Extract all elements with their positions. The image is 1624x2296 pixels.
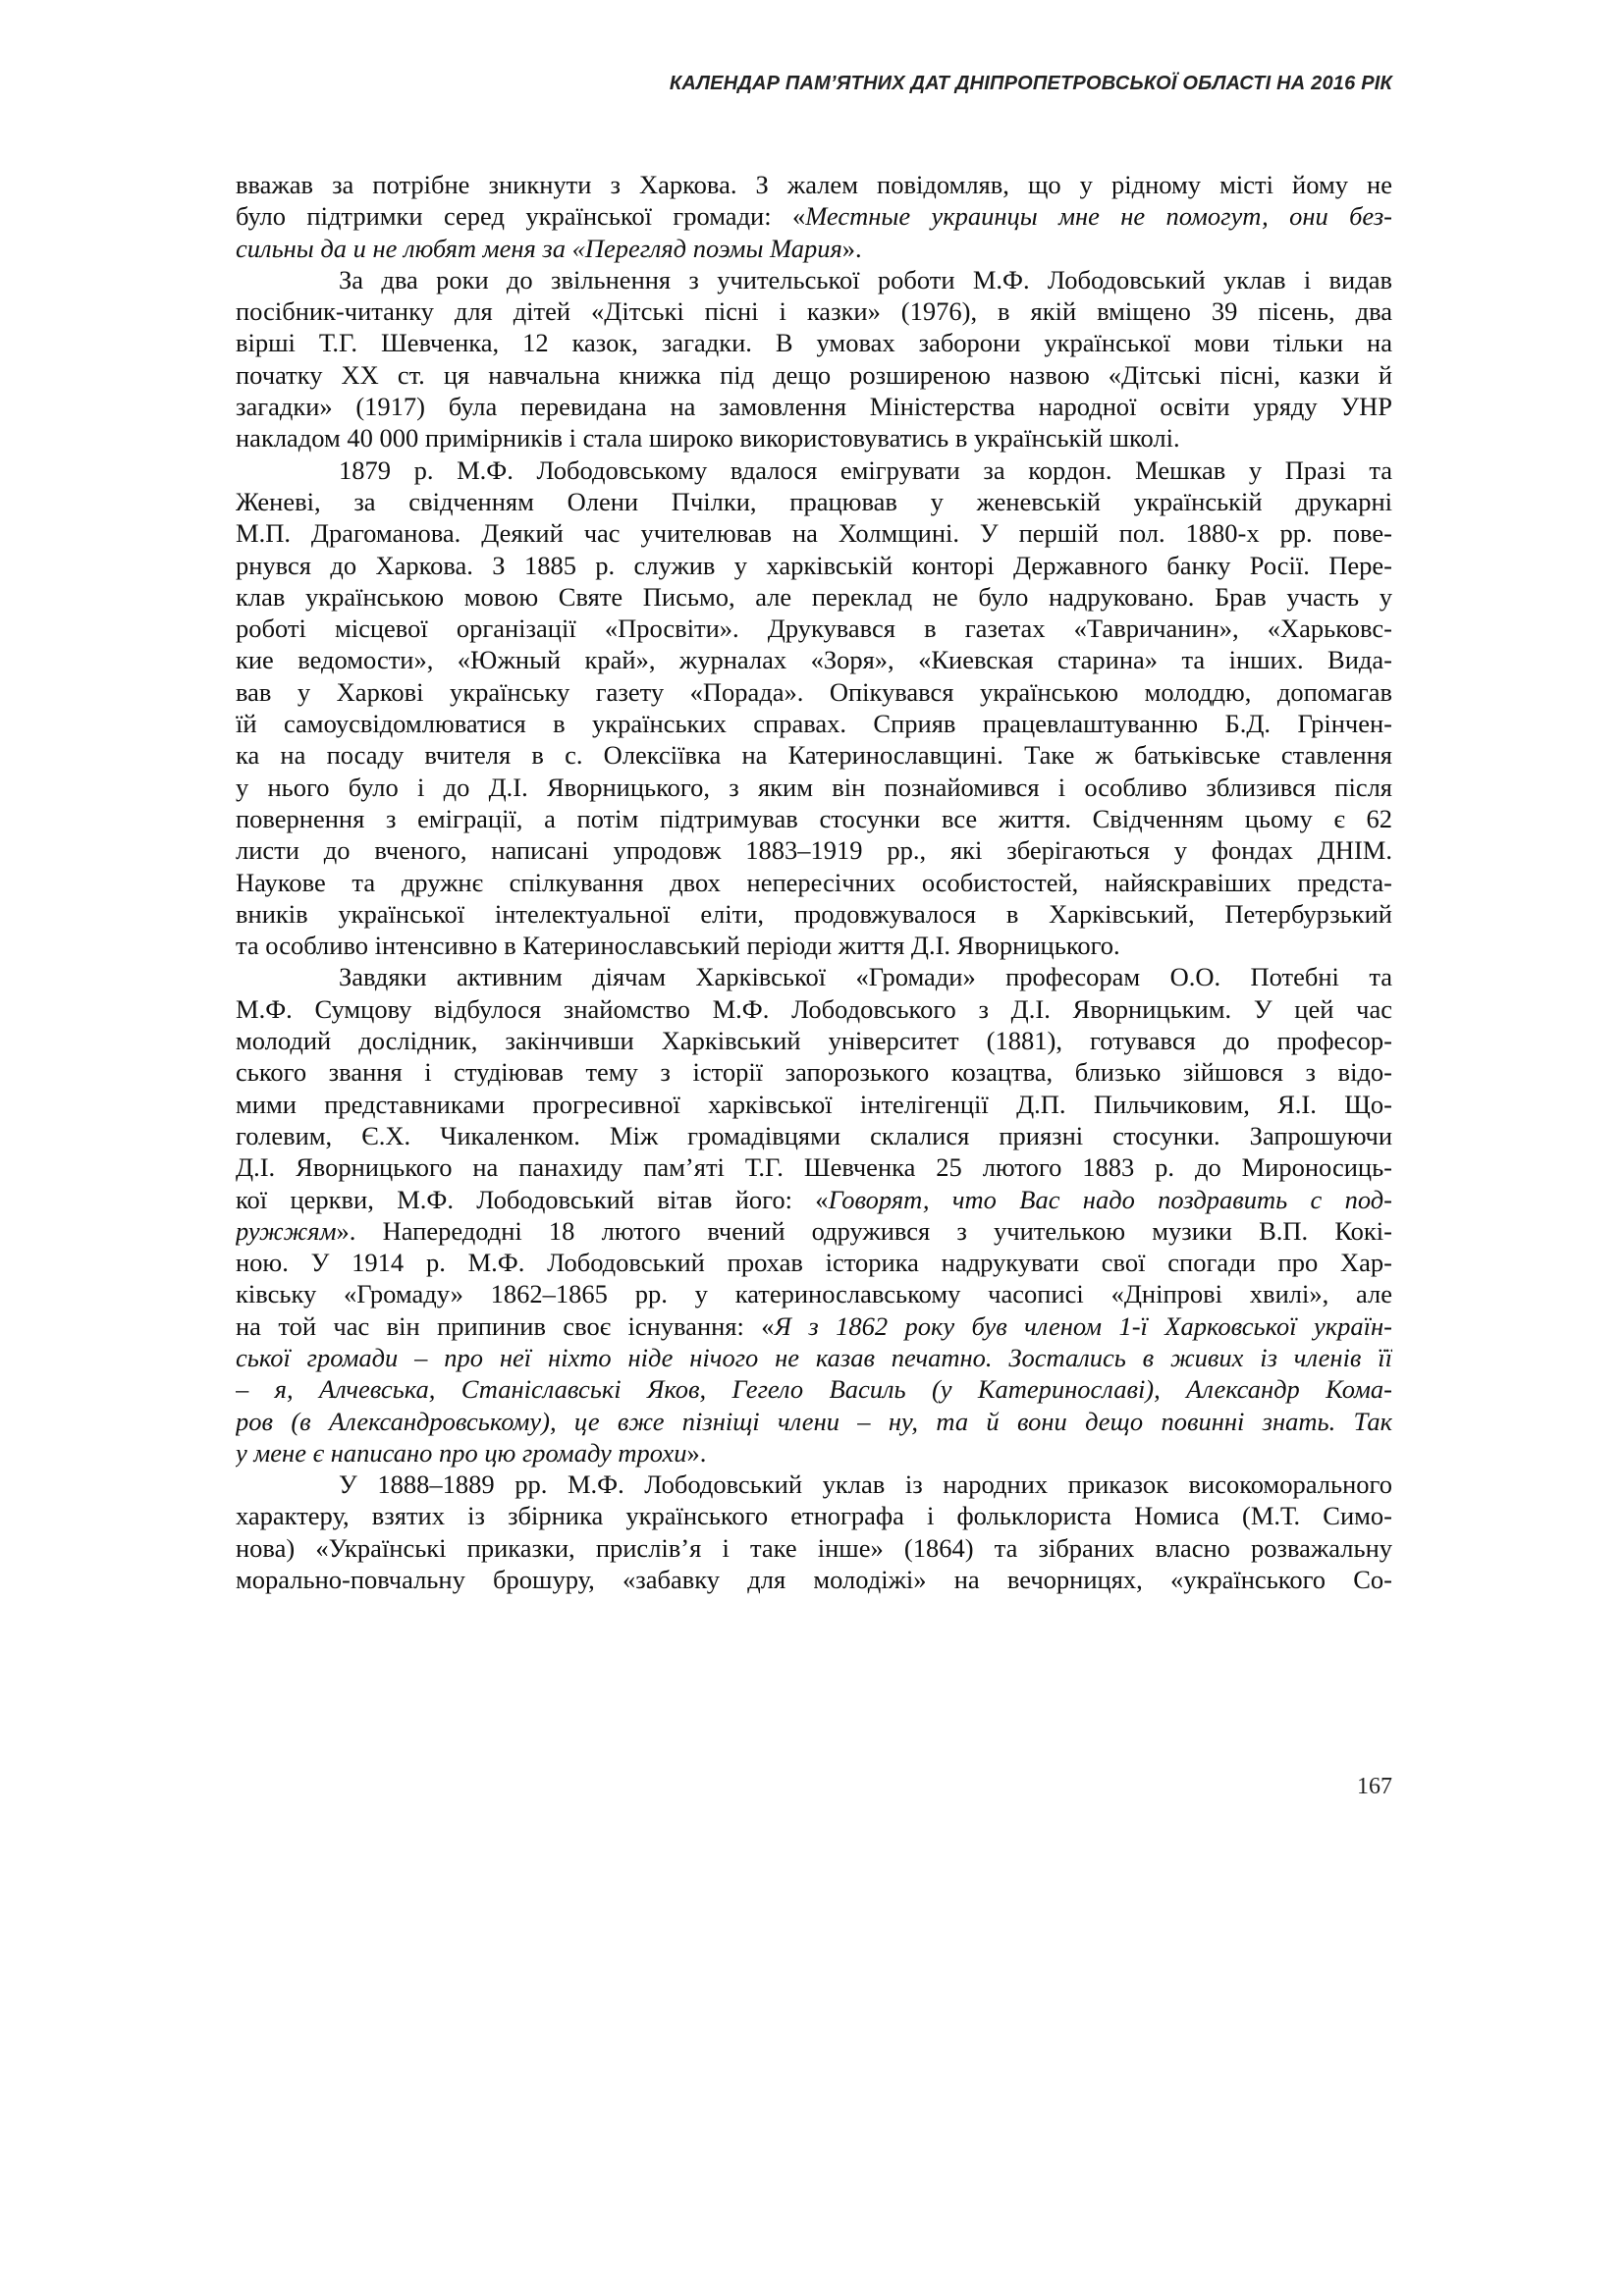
text-line: на той час він припинив своє існування: «Я з 1862 року був членом 1-ї Харковської україн- — [236, 1310, 1392, 1341]
text-line: молодий дослідник, закінчивши Харківський університет (1881), готувався до професор- — [236, 1026, 1392, 1056]
text-line: роботі місцевої організації «Просвіти». Друкувався в газетах «Тавричанин», «Харьковс- — [236, 614, 1392, 644]
quoted-italic-text: Местные украинцы мне не помогут, они без- — [805, 201, 1392, 232]
text-line — [236, 1342, 1392, 1373]
text-line: За два роки до звільнення з учительської роботи М.Ф. Лободовський уклав і видав — [339, 264, 1392, 294]
quoted-italic-text: у мене є написано про цю громаду трохи — [236, 1437, 687, 1468]
quoted-italic-text: ров (в Александровському), це вже пізніщі члени – ну, та й вони дещо повинні знать. Так — [236, 1406, 1392, 1436]
text-line — [236, 1373, 1392, 1405]
text-line: Женеві, за свідченням Олени Пчілки, працював у женевській українській друкарні — [236, 486, 1392, 516]
text-line: нова) «Українські приказки, прислів’я і таке інше» (1864) та зібраних власно розважальну — [236, 1532, 1392, 1563]
text-line: накладом 40 000 примірників і стала широко використовуватись в українській школі. — [236, 423, 1180, 454]
text-line: ківську «Громаду» 1862–1865 рр. у катеринославському часописі «Дніпрові хвилі», але — [236, 1279, 1392, 1309]
text-line: у мене є написано про цю громаду трохи». — [236, 1437, 707, 1468]
text-line: кої церкви, М.Ф. Лободовський вітав його: «Говорят, что Вас надо поздравить с под- — [236, 1184, 1392, 1214]
text-line: рнувся до Харкова. З 1885 р. служив у харківській конторі Державного банку Росії. Пере- — [236, 550, 1392, 580]
text-line: листи до вченого, написані упродовж 1883–1919 рр., які зберігаються у фондах ДНІМ. — [236, 835, 1392, 866]
text-line: характеру, взятих із збірника українського етнографа і фольклориста Номиса (М.Т. Симо- — [236, 1501, 1392, 1531]
text-line: Д.І. Яворницького на панахиду пам’яті Т.Г. Шевченка 25 лютого 1883 р. до Мироносиць- — [236, 1152, 1392, 1183]
text-line: У 1888–1889 рр. М.Ф. Лободовський уклав із народних приказок високоморального — [339, 1469, 1392, 1500]
quoted-italic-text: – я, Алчевська, Станіславські Яков, Гегело Василь (у Катеринославі), Александр Кома- — [236, 1374, 1392, 1405]
text-line: 1879 р. М.Ф. Лободовському вдалося емігрувати за кордон. Мешкав у Празі та — [339, 454, 1392, 485]
text-line: та особливо інтенсивно в Катеринославський періоди життя Д.І. Яворницького. — [236, 931, 1120, 961]
quoted-italic-text: сильны да и не любят меня за «Перегляд поэмы Мария — [236, 233, 842, 263]
text-line: Наукове та дружнє спілкування двох непересічних особистостей, найяскравіших предста- — [236, 867, 1392, 897]
text-line: клав українською мовою Святе Письмо, але переклад не було надруковано. Брав участь у — [236, 581, 1392, 612]
text-line: вважав за потрібне зникнути з Харкова. З жалем повідомляв, що у рідному місті йому не — [236, 170, 1392, 199]
text-line: вників української інтелектуальної еліти, продовжувалося в Харківський, Петербурзький — [236, 898, 1392, 929]
text-line: у нього було і до Д.І. Яворницького, з яким він познайомився і особливо зблизився після — [236, 772, 1392, 802]
text-line: М.П. Драгоманова. Деякий час учителював на Холмщині. У першій пол. 1880-х рр. пове- — [236, 518, 1392, 549]
text-line: ною. У 1914 р. М.Ф. Лободовський прохав історика надрукувати свої спогади про Хар- — [236, 1248, 1392, 1278]
text-line: сильны да и не любят меня за «Перегляд поэмы Мария». — [236, 233, 862, 263]
text-line: мими представниками прогресивної харківської інтелігенції Д.П. Пильчиковим, Я.І. Що- — [236, 1089, 1392, 1119]
text-line — [236, 1406, 1392, 1437]
text-line: було підтримки серед української громади: «Местные украинцы мне не помогут, они без- — [236, 201, 1392, 232]
text-line: ського звання і студіював тему з історії запорозького козацтва, близько зійшовся з відо- — [236, 1057, 1392, 1088]
text-line: їй самоусвідомлюватися в українських справах. Сприяв працевлаштуванню Б.Д. Грінчен- — [236, 709, 1392, 739]
text-line: кие ведомости», «Южный край», журналах «Зоря», «Киевская старина» та інших. Вида- — [236, 645, 1392, 675]
text-line: посібник-читанку для дітей «Дітські пісні і казки» (1976), в якій вміщено 39 пісень, два — [236, 296, 1392, 327]
quoted-italic-text: Говорят, что Вас надо поздравить с под- — [828, 1184, 1392, 1214]
quoted-italic-text: ружжям — [236, 1215, 337, 1246]
quoted-italic-text: ської громади – про неї ніхто ніде нічого не казав печатно. Зостались в живих із членів її — [236, 1342, 1392, 1372]
text-line: повернення з еміграції, а потім підтримував стосунки все життя. Свідченням цьому є 62 — [236, 803, 1392, 833]
article-body — [236, 169, 1392, 1595]
text-line: Завдяки активним діячам Харківської «Громади» професорам О.О. Потебні та — [339, 962, 1392, 992]
text-line: загадки» (1917) була перевидана на замовлення Міністерства народної освіти уряду УНР — [236, 392, 1392, 422]
text-line: М.Ф. Сумцову відбулося знайомство М.Ф. Лободовського з Д.І. Яворницьким. У цей час — [236, 993, 1392, 1024]
running-header: КАЛЕНДАР ПАМ’ЯТНИХ ДАТ ДНІПРОПЕТРОВСЬКОЇ ОБЛАСТІ НА 2016 РІК — [669, 73, 1392, 94]
text-line: вав у Харкові українську газету «Порада». Опікувався українською молоддю, допомагав — [236, 676, 1392, 707]
page-number: 167 — [1357, 1774, 1392, 1799]
text-line: початку ХХ ст. ця навчальна книжка під дещо розширеною назвою «Дітські пісні, казки й — [236, 359, 1392, 390]
text-line: морально-повчальну брошуру, «забавку для молодіжі» на вечорницях, «українського Со- — [236, 1565, 1392, 1595]
text-line: голевим, Є.Х. Чикаленком. Між громадівцями склалися приязні стосунки. Запрошуючи — [236, 1120, 1392, 1150]
text-line: ружжям». Напередодні 18 лютого вчений одружився з учителькою музики В.П. Кокі- — [236, 1215, 1392, 1246]
text-line: вірші Т.Г. Шевченка, 12 казок, загадки. В умовах заборони української мови тільки на — [236, 328, 1392, 358]
quoted-italic-text: Я з 1862 року був членом 1-ї Харковської україн- — [774, 1310, 1392, 1341]
text-line: ка на посаду вчителя в с. Олексіївка на Катеринославщині. Таке ж батьківське ставлення — [236, 740, 1392, 771]
